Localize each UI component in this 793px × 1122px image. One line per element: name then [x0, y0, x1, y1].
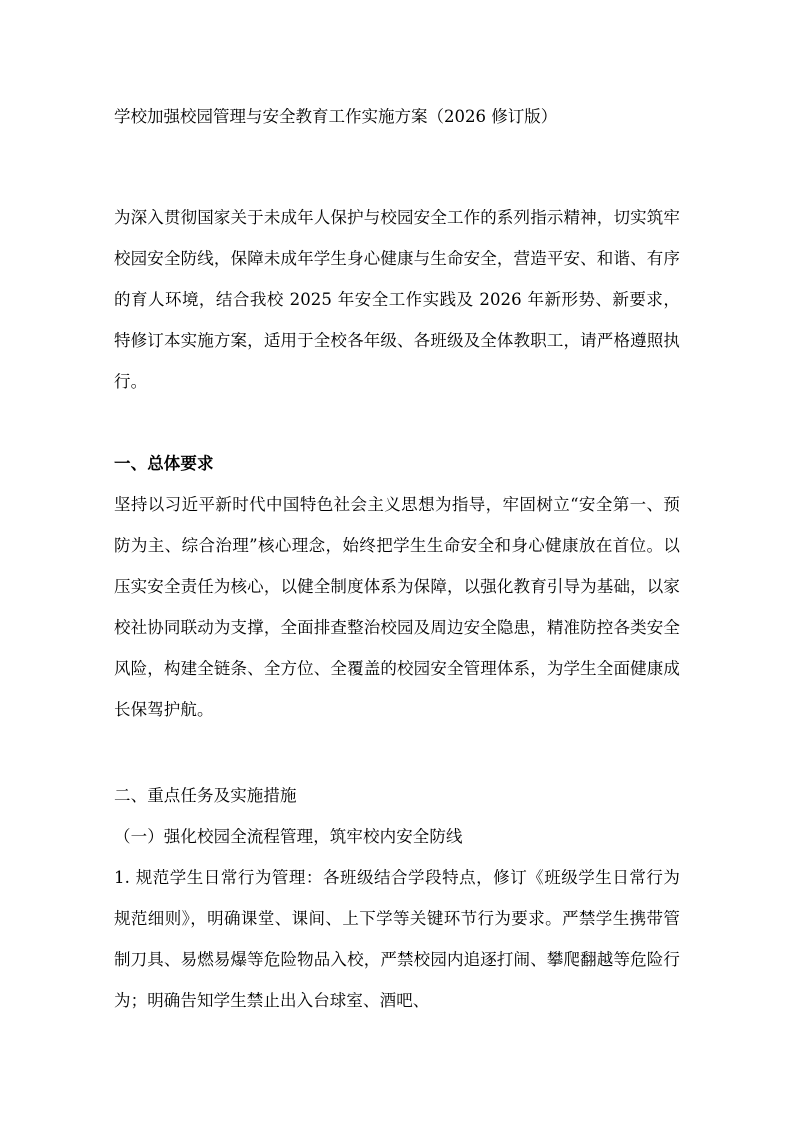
document-title: 学校加强校园管理与安全教育工作实施方案（2026 修订版） [114, 107, 558, 126]
subsection-heading-one: （一）强化校园全流程管理，筑牢校内安全防线 [114, 827, 463, 846]
spacer-before-section-two [114, 730, 680, 775]
spacer-after-title [114, 137, 680, 197]
section-heading-two: 二、重点任务及实施措施 [114, 786, 297, 805]
list-item: 1. 规范学生日常行为管理：各班级结合学段特点，修订《班级学生日常行为规范细则》，明确课堂、课间、上下学等关键环节行为要求。严禁学生携带管制刀具、易燃易爆等危险物品入校，严禁校园内追逐打闹、攀爬翻越等危险行为；明确告知学生禁止出入台球室、酒吧、 [114, 868, 680, 1010]
intro-paragraph: 为深入贯彻国家关于未成年人保护与校园安全工作的系列指示精神，切实筑牢校园安全防线，保障未成年学生身心健康与生命安全，营造平安、和谐、有序的育人环境，结合我校 2025 年安全工作实践及 2026 年新形势、新要求，特修订本实施方案，适用于全校各年级、各班级及全体教职工，请严格遵照执行。 [114, 208, 680, 391]
spacer-before-section-one [114, 402, 680, 443]
section-heading-one: 一、总体要求 [114, 454, 214, 473]
document-text-body [114, 96, 680, 1021]
section-one-body: 坚持以习近平新时代中国特色社会主义思想为指导，牢固树立“安全第一、预防为主、综合治理”核心理念，始终把学生生命安全和身心健康放在首位。以压实安全责任为核心，以健全制度体系为保障，以强化教育引导为基础，以家校社协同联动为支撑，全面排查整治校园及周边安全隐患，精准防控各类安全风险，构建全链条、全方位、全覆盖的校园安全管理体系，为学生全面健康成长保驾护航。 [114, 495, 680, 719]
